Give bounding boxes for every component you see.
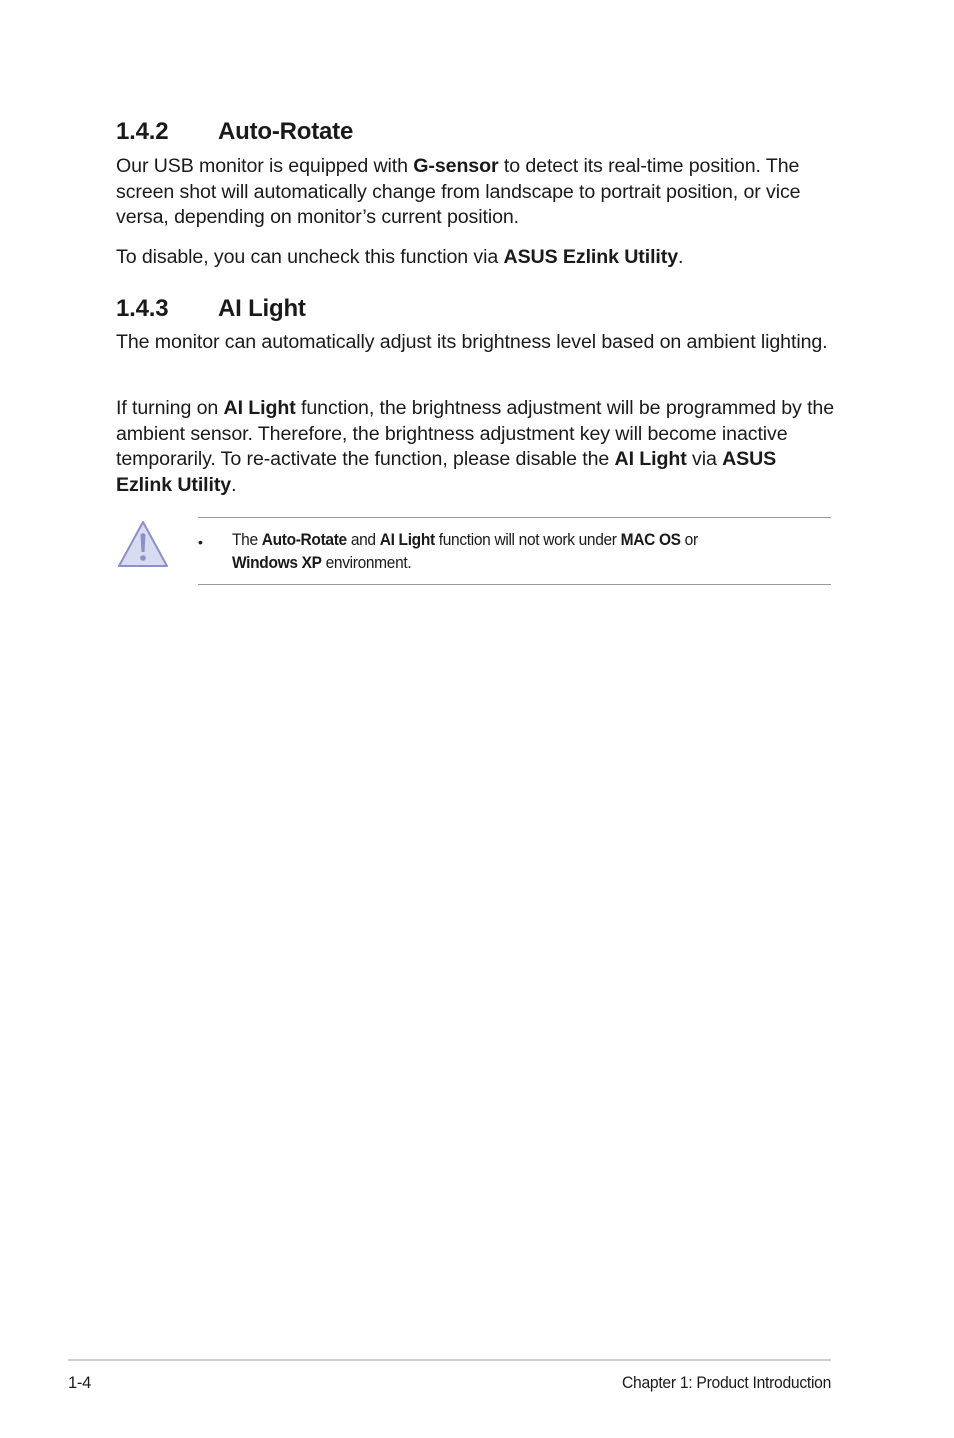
section-number: 1.4.3 xyxy=(116,295,169,322)
chapter-title: Chapter 1: Product Introduction xyxy=(621,1374,831,1392)
paragraph-ai-light-1 xyxy=(116,330,836,356)
text-run: environment. xyxy=(321,554,412,572)
section-title: Auto-Rotate xyxy=(218,118,354,145)
note-bullet: • xyxy=(198,534,203,550)
note-bottom-rule xyxy=(198,584,831,585)
bold-term-auto-rotate: Auto-Rotate xyxy=(261,531,347,549)
section-heading-auto-rotate xyxy=(116,118,353,146)
bold-term-ezlink-utility: ASUS Ezlink Utility xyxy=(116,448,777,496)
text-run: . xyxy=(678,246,684,268)
text-run: The monitor can automatically adjust its brightness level based on ambient lighting. xyxy=(116,331,828,353)
text-run: function will not work under xyxy=(434,531,621,549)
text-run: If turning on xyxy=(116,397,224,419)
bold-term-g-sensor: G-sensor xyxy=(413,155,499,177)
note-text xyxy=(232,529,787,575)
paragraph-ai-light-2 xyxy=(116,396,836,498)
bold-term-ai-light: AI Light xyxy=(614,448,687,470)
text-run: To disable, you can uncheck this function via xyxy=(116,246,504,268)
text-run: or xyxy=(680,531,698,549)
bold-term-mac-os: MAC OS xyxy=(620,531,681,549)
text-run: to detect its real-time position. The screen shot will automatically change from landscape to portrait position, or vice versa, depending on monitor’s current position. xyxy=(116,155,801,228)
bold-term-ai-light: AI Light xyxy=(223,397,296,419)
bold-term-ezlink-utility: ASUS Ezlink Utility xyxy=(503,246,678,268)
caution-note xyxy=(116,517,832,587)
section-number: 1.4.2 xyxy=(116,118,169,145)
text-run: via xyxy=(686,448,723,470)
section-heading-ai-light xyxy=(116,295,306,323)
bold-term-windows-xp: Windows XP xyxy=(232,554,322,572)
paragraph-auto-rotate-2 xyxy=(116,245,836,271)
bold-term-ai-light: AI Light xyxy=(379,531,435,549)
text-run: Our USB monitor is equipped with xyxy=(116,155,414,177)
text-run: . xyxy=(231,473,237,496)
text-run: The xyxy=(232,531,262,549)
note-top-rule xyxy=(198,517,831,518)
warning-triangle-icon xyxy=(116,519,170,569)
text-run: and xyxy=(346,531,380,549)
footer-rule xyxy=(68,1359,831,1361)
text-run: function, the brightness adjustment will be programmed by the ambient sensor. Therefore, the brightness adjustment key will become inactive temporarily. To re-activate the function, please disable the xyxy=(116,397,835,470)
section-title: AI Light xyxy=(218,295,306,322)
paragraph-auto-rotate-1 xyxy=(116,154,836,231)
page-number: 1-4 xyxy=(68,1374,91,1392)
